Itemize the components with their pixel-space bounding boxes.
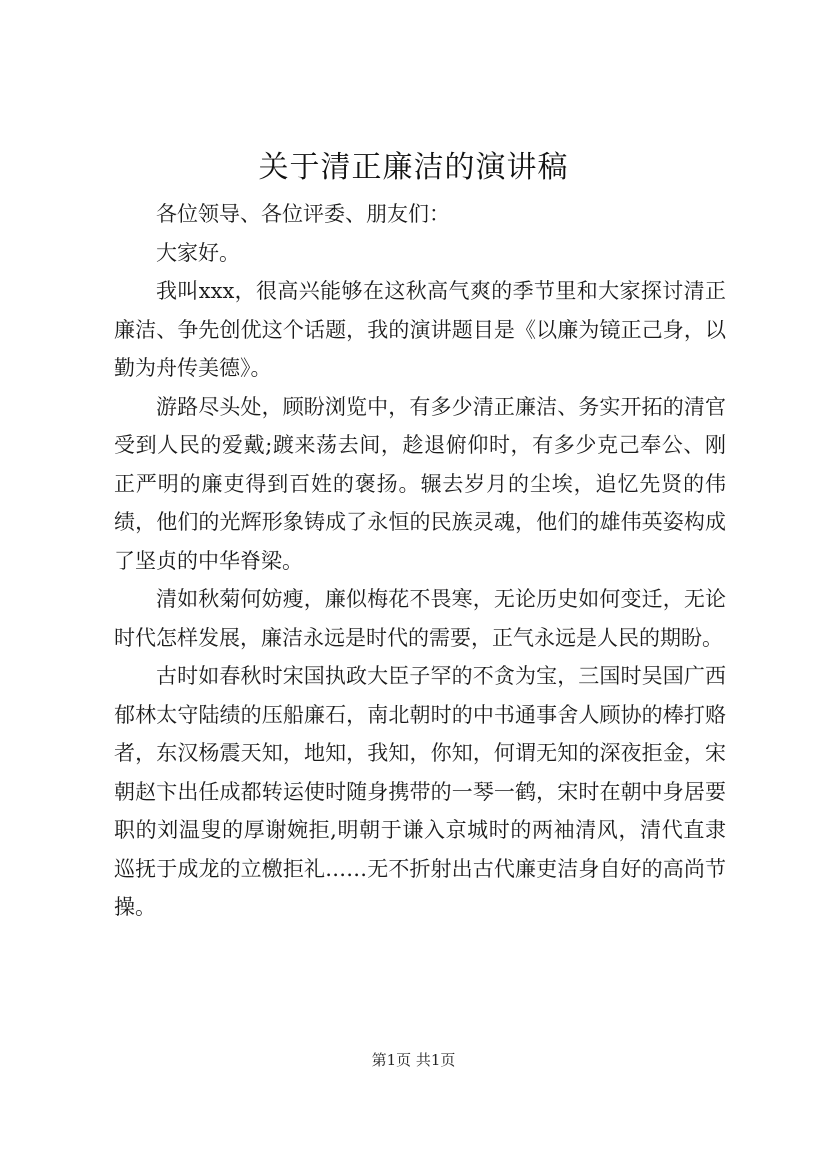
paragraph-history-officials: 游路尽头处，顾盼浏览中，有多少清正廉洁、务实开拓的清官受到人民的爱戴;踱来荡去间，趁退俯仰时，有多少克己奉公、刚正严明的廉吏得到百姓的褒扬。辗去岁月的尘埃，追忆先贤的伟绩，他们的光辉形象铸成了永恒的民族灵魂，他们的雄伟英姿构成了坚贞的中华脊梁。: [114, 394, 726, 573]
paragraph-integrity-need: 清如秋菊何妨瘦，廉似梅花不畏寒，无论历史如何变迁，无论时代怎样发展，廉洁永远是时代的需要，正气永远是人民的期盼。: [114, 587, 726, 650]
paragraph-introduction: 我叫xxx，很高兴能够在这秋高气爽的季节里和大家探讨清正廉洁、争先创优这个话题，我的演讲题目是《以廉为镜正己身，以勤为舟传美德》。: [114, 279, 726, 380]
paragraph-ancient-examples: 古时如春秋时宋国执政大臣子罕的不贪为宝，三国时吴国广西郁林太守陆绩的压船廉石，南北朝时的中书通事舍人顾协的棒打赂者，东汉杨震天知，地知，我知，你知，何谓无知的深夜拒金，宋朝赵卞出任成都转运使时随身携带的一琴一鹤，宋时在朝中身居要职的刘温叟的厚谢婉拒,明朝于谦入京城时的两袖清风，清代直隶巡抚于成龙的立檄拒礼……无不折射出古代廉吏洁身自好的高尚节操。: [114, 664, 726, 919]
paragraph-salutation: 各位领导、各位评委、朋友们：: [156, 202, 450, 226]
page-number-footer: 第1页 共1页: [371, 1051, 456, 1069]
document-title: 关于清正廉洁的演讲稿: [258, 150, 569, 185]
document-body: [114, 195, 726, 927]
paragraph-greeting: 大家好。: [156, 240, 240, 265]
